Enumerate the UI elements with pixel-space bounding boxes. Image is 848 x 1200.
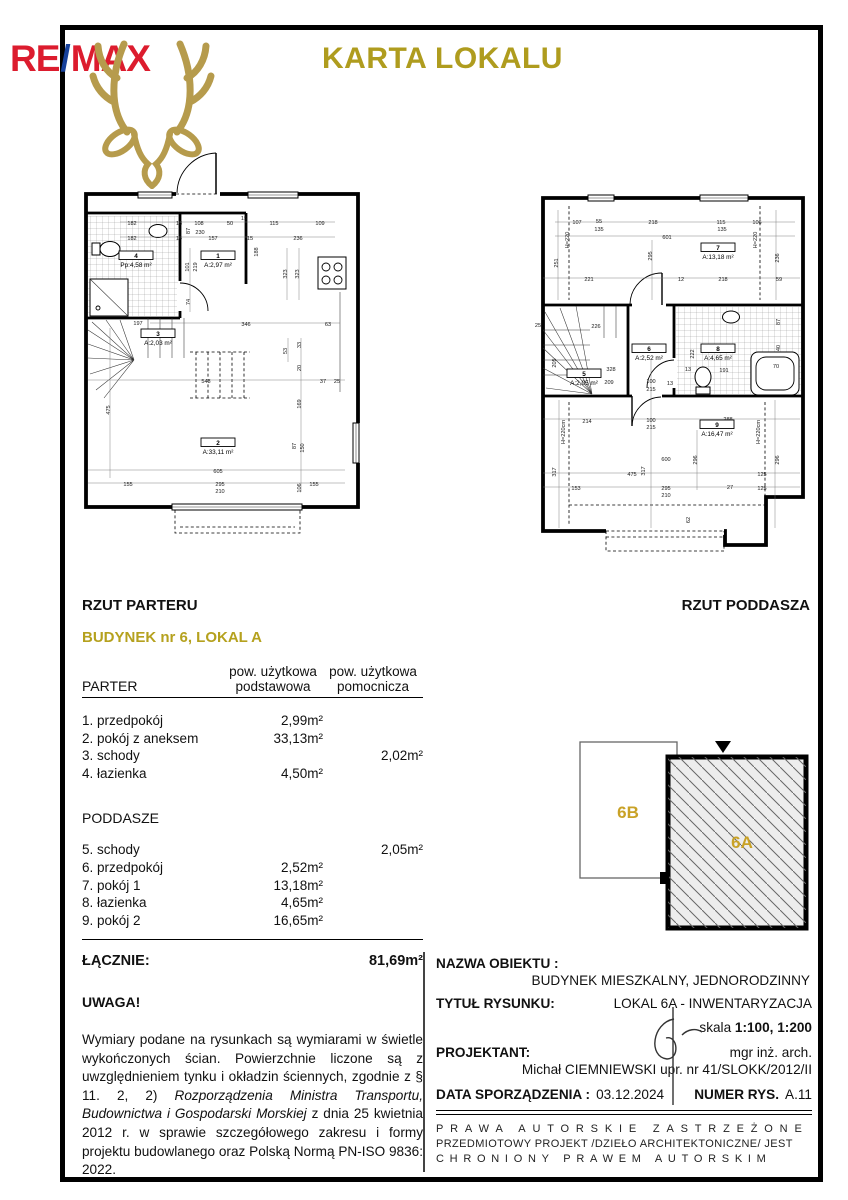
svg-text:37: 37 — [319, 379, 327, 385]
svg-text:150: 150 — [300, 443, 306, 453]
svg-text:295: 295 — [661, 486, 671, 492]
svg-text:A:2,03 m²: A:2,03 m² — [144, 340, 172, 347]
svg-text:475: 475 — [106, 405, 112, 415]
svg-text:13: 13 — [175, 221, 183, 227]
svg-text:218: 218 — [718, 277, 728, 283]
terrace-outline — [175, 510, 300, 533]
svg-text:106: 106 — [297, 483, 303, 493]
svg-text:323: 323 — [283, 269, 289, 279]
svg-text:317: 317 — [552, 467, 558, 477]
table-row — [82, 894, 423, 912]
header-main-line2: podstawowa — [235, 679, 311, 694]
copyright-line1: PRAWA AUTORSKIE ZASTRZEŻONE — [436, 1123, 809, 1135]
table-cell-aux — [323, 912, 423, 930]
svg-text:218: 218 — [648, 220, 658, 226]
title-block — [436, 956, 812, 1167]
svg-text:8: 8 — [716, 346, 720, 353]
svg-text:226: 226 — [591, 324, 601, 330]
uwaga-body-post: z dnia 25 kwietnia 2012 r. w sprawie szczegółowego zakresu i formy projektu budowlanego oraz Polską Normą PN-ISO 9836: 2022. — [82, 1106, 423, 1178]
svg-text:53: 53 — [283, 347, 289, 355]
svg-text:4: 4 — [134, 253, 138, 260]
table-row — [82, 841, 423, 859]
svg-text:14: 14 — [175, 236, 183, 242]
svg-text:87: 87 — [776, 318, 782, 326]
table-cell-aux — [323, 877, 423, 895]
svg-text:296: 296 — [775, 455, 781, 465]
svg-text:191: 191 — [719, 368, 729, 374]
svg-text:A:2,97 m²: A:2,97 m² — [204, 262, 232, 269]
svg-text:205: 205 — [552, 358, 558, 368]
svg-text:3: 3 — [156, 331, 160, 338]
shower-icon — [90, 279, 128, 316]
svg-text:188: 188 — [254, 247, 260, 257]
toilet-icon — [92, 242, 120, 257]
header-aux-line1: pow. użytkowa — [329, 664, 417, 679]
svg-text:27: 27 — [726, 485, 734, 491]
svg-text:A:2,52 m²: A:2,52 m² — [635, 355, 663, 362]
tytul-label: TYTUŁ RYSUNKU: — [436, 996, 555, 1011]
parter-rows — [82, 712, 423, 782]
svg-text:6: 6 — [647, 346, 651, 353]
table-row — [82, 712, 423, 730]
svg-text:346: 346 — [241, 322, 251, 328]
total-row — [82, 939, 423, 969]
svg-text:13: 13 — [666, 381, 674, 387]
svg-text:A:16,47 m²: A:16,47 m² — [701, 431, 733, 438]
floor-plan-parter — [70, 148, 370, 546]
table-cell-aux: 2,05m² — [380, 842, 423, 858]
area-table-header — [82, 664, 423, 698]
table-cell-main: 16,65m² — [273, 912, 323, 928]
header-main-line1: pow. użytkowa — [229, 664, 317, 679]
copyright-block — [436, 1122, 812, 1167]
skala-row — [436, 1020, 812, 1035]
table-cell-main: 4,50m² — [280, 765, 323, 781]
table-cell-main: 4,65m² — [280, 895, 323, 911]
svg-text:55: 55 — [595, 219, 603, 225]
svg-text:169: 169 — [297, 399, 303, 409]
svg-text:15: 15 — [240, 216, 248, 222]
svg-text:295: 295 — [648, 251, 654, 261]
table-cell-aux — [323, 859, 423, 877]
remax-logo-max: MAX — [70, 38, 150, 79]
table-row — [82, 747, 423, 765]
table-cell-name: 1. przedpokój — [82, 713, 164, 728]
table-row — [82, 912, 423, 930]
table-section-parter: PARTER — [82, 678, 138, 694]
svg-text:543: 543 — [201, 379, 211, 385]
svg-text:74: 74 — [186, 298, 192, 306]
double-rule — [436, 1110, 812, 1115]
svg-text:296: 296 — [693, 455, 699, 465]
svg-text:109: 109 — [315, 221, 325, 227]
svg-text:A:4,65 m²: A:4,65 m² — [704, 355, 732, 362]
table-cell-aux — [323, 765, 423, 783]
table-cell-name: 7. pokój 1 — [82, 877, 141, 893]
uwaga-title: UWAGA! — [82, 994, 141, 1010]
caption-rzut-poddasza: RZUT PODDASZA — [681, 597, 810, 614]
svg-text:210: 210 — [215, 489, 225, 495]
area-table — [82, 664, 423, 969]
svg-text:100: 100 — [646, 379, 656, 385]
svg-text:100: 100 — [646, 418, 656, 424]
svg-text:25: 25 — [534, 323, 542, 329]
table-row — [82, 730, 423, 748]
svg-text:40: 40 — [776, 344, 782, 352]
svg-text:A:2,05 m²: A:2,05 m² — [570, 380, 598, 387]
copyright-line3: CHRONIONY PRAWEM AUTORSKIM — [436, 1153, 772, 1165]
svg-text:135: 135 — [594, 227, 604, 233]
svg-text:1: 1 — [216, 253, 220, 260]
header-col-main — [223, 664, 323, 694]
table-section-poddasze: PODDASZE — [82, 810, 160, 827]
svg-text:62: 62 — [686, 516, 692, 524]
svg-text:108: 108 — [194, 221, 204, 227]
page-title: KARTA LOKALU — [322, 42, 563, 75]
svg-text:115: 115 — [716, 220, 726, 226]
svg-text:323: 323 — [295, 269, 301, 279]
svg-text:115: 115 — [269, 221, 279, 227]
building-label: BUDYNEK nr 6, LOKAL A — [82, 629, 263, 646]
svg-text:251: 251 — [554, 258, 560, 268]
svg-text:210: 210 — [661, 493, 671, 499]
caption-rzut-parteru: RZUT PARTERU — [82, 597, 198, 614]
svg-text:7: 7 — [716, 245, 720, 252]
copyright-line2: PRZEDMIOTOWY PROJEKT /DZIEŁO ARCHITEKTONICZNE/ JEST — [436, 1138, 793, 1150]
bathroom-door-icon — [180, 283, 208, 311]
table-row — [82, 765, 423, 783]
table-cell-main — [223, 841, 323, 859]
svg-text:13: 13 — [684, 367, 692, 373]
table-cell-name: 3. schody — [82, 748, 140, 764]
svg-text:101: 101 — [185, 262, 191, 272]
svg-text:9: 9 — [715, 422, 719, 429]
svg-text:209: 209 — [604, 380, 614, 386]
svg-text:25: 25 — [333, 379, 341, 385]
svg-text:106: 106 — [752, 220, 762, 226]
svg-text:A:33,11 m²: A:33,11 m² — [202, 449, 234, 456]
svg-text:59: 59 — [775, 277, 783, 283]
svg-text:155: 155 — [309, 482, 319, 488]
svg-text:H=220cm: H=220cm — [756, 419, 762, 445]
svg-text:222: 222 — [690, 349, 696, 359]
table-cell-name: 5. schody — [82, 842, 140, 858]
svg-text:214: 214 — [582, 419, 592, 425]
svg-text:87: 87 — [186, 227, 192, 235]
svg-text:H=220: H=220 — [753, 231, 759, 249]
table-cell-name: 2. pokój z aneksem — [82, 730, 199, 746]
table-cell-aux — [323, 894, 423, 912]
svg-text:601: 601 — [662, 235, 672, 241]
svg-text:15: 15 — [246, 236, 254, 242]
site-label-6a: 6A — [731, 833, 753, 852]
svg-text:605: 605 — [213, 469, 223, 475]
header-aux-line2: pomocnicza — [336, 679, 410, 694]
uwaga-body-pre: Wymiary podane na rysunkach są wymiarami w świetle wykończonych ścian. Powierzchnie liczone są z uwzględnieniem tynku i okładzin ściennych, zgodnie z § 11. 2, 2) — [82, 1032, 423, 1103]
table-cell-main: 2,99m² — [280, 713, 323, 728]
svg-text:221: 221 — [584, 277, 594, 283]
bathtub-icon — [751, 352, 799, 395]
svg-text:475: 475 — [627, 472, 637, 478]
table-row — [82, 859, 423, 877]
data-value: 03.12.2024 — [596, 1087, 665, 1102]
tytul-value: LOKAL 6A - INWENTARYZACJA — [613, 996, 812, 1011]
svg-text:5: 5 — [582, 371, 586, 378]
table-cell-main — [223, 747, 323, 765]
table-cell-aux: 2,02m² — [380, 748, 423, 764]
poddasze-rows — [82, 841, 423, 929]
sink-icon — [149, 225, 167, 238]
projektant-name: Michał CIEMNIEWSKI upr. nr 41/SLOKK/2012/II — [521, 1062, 812, 1077]
table-cell-aux — [323, 730, 423, 748]
signature-icon — [640, 1005, 710, 1110]
nazwa-label: NAZWA OBIEKTU : — [436, 956, 559, 971]
total-value: 81,69m² — [368, 953, 423, 970]
table-row — [82, 877, 423, 895]
svg-text:70: 70 — [772, 364, 780, 370]
svg-text:317: 317 — [641, 466, 647, 476]
data-label: DATA SPORZĄDZENIA : — [436, 1087, 591, 1102]
svg-text:157: 157 — [208, 236, 218, 242]
site-plan — [552, 698, 820, 936]
uwaga-body — [82, 1031, 423, 1180]
numer-label: NUMER RYS. — [694, 1087, 780, 1102]
numer-value: A.11 — [785, 1087, 812, 1102]
table-cell-main: 13,18m² — [273, 877, 323, 893]
svg-text:230: 230 — [195, 230, 205, 236]
svg-text:600: 600 — [661, 457, 671, 463]
remax-logo-slash: / — [60, 38, 70, 79]
svg-text:135: 135 — [717, 227, 727, 233]
svg-text:125: 125 — [757, 472, 767, 478]
north-triangle-icon — [715, 741, 731, 753]
svg-text:236: 236 — [293, 236, 303, 242]
svg-text:63: 63 — [324, 322, 332, 328]
svg-text:295: 295 — [215, 482, 225, 488]
svg-text:33: 33 — [297, 341, 303, 349]
svg-text:182: 182 — [127, 236, 137, 242]
site-label-6b: 6B — [617, 803, 639, 822]
floor-plan-poddasze — [516, 186, 818, 578]
svg-text:236: 236 — [775, 253, 781, 263]
svg-text:153: 153 — [571, 486, 581, 492]
header-col-aux — [323, 664, 423, 694]
table-cell-name: 9. pokój 2 — [82, 912, 141, 928]
nazwa-value: BUDYNEK MIESZKALNY, JEDNORODZINNY — [531, 973, 810, 988]
svg-text:328: 328 — [606, 367, 616, 373]
svg-text:215: 215 — [646, 387, 656, 393]
svg-text:A:13,18 m²: A:13,18 m² — [702, 254, 734, 261]
svg-text:12: 12 — [677, 277, 685, 283]
toilet-icon — [695, 367, 711, 394]
entry-door-icon — [176, 153, 218, 194]
table-cell-name: 4. łazienka — [82, 765, 147, 781]
sink-icon — [723, 311, 740, 323]
svg-text:155: 155 — [123, 482, 133, 488]
table-cell-name: 6. przedpokój — [82, 859, 164, 875]
uwaga-note — [82, 994, 423, 1180]
stove-icon — [318, 257, 346, 392]
remax-logo-re: RE — [10, 38, 60, 79]
svg-text:219: 219 — [193, 262, 199, 272]
svg-text:182: 182 — [127, 221, 137, 227]
projektant-label: PROJEKTANT: — [436, 1045, 531, 1060]
table-cell-name: 8. łazienka — [82, 895, 147, 911]
svg-text:H=220cm: H=220cm — [561, 419, 567, 445]
uwaga-body-italic: Rozporządzenia Ministra Transportu, Budownictwa i Gospodarski Morskiej — [82, 1087, 423, 1122]
table-cell-main: 2,52m² — [280, 859, 323, 875]
total-label: ŁĄCZNIE: — [82, 953, 150, 970]
skala-value: 1:100, 1:200 — [734, 1020, 812, 1035]
svg-text:H=220: H=220 — [565, 231, 571, 249]
skala-label: skala — [699, 1020, 732, 1035]
svg-text:87: 87 — [292, 442, 298, 450]
svg-text:50: 50 — [226, 221, 234, 227]
svg-text:125: 125 — [757, 486, 767, 492]
svg-text:Pp:4,58 m²: Pp:4,58 m² — [120, 262, 152, 269]
table-cell-main: 33,13m² — [273, 730, 323, 746]
svg-text:20: 20 — [297, 364, 303, 372]
svg-text:107: 107 — [572, 220, 582, 226]
projektant-title: mgr inż. arch. — [729, 1045, 812, 1060]
svg-text:197: 197 — [133, 321, 143, 327]
svg-text:215: 215 — [646, 425, 656, 431]
table-cell-aux — [323, 712, 423, 730]
title-block-divider — [423, 952, 425, 1172]
svg-text:2: 2 — [216, 440, 220, 447]
